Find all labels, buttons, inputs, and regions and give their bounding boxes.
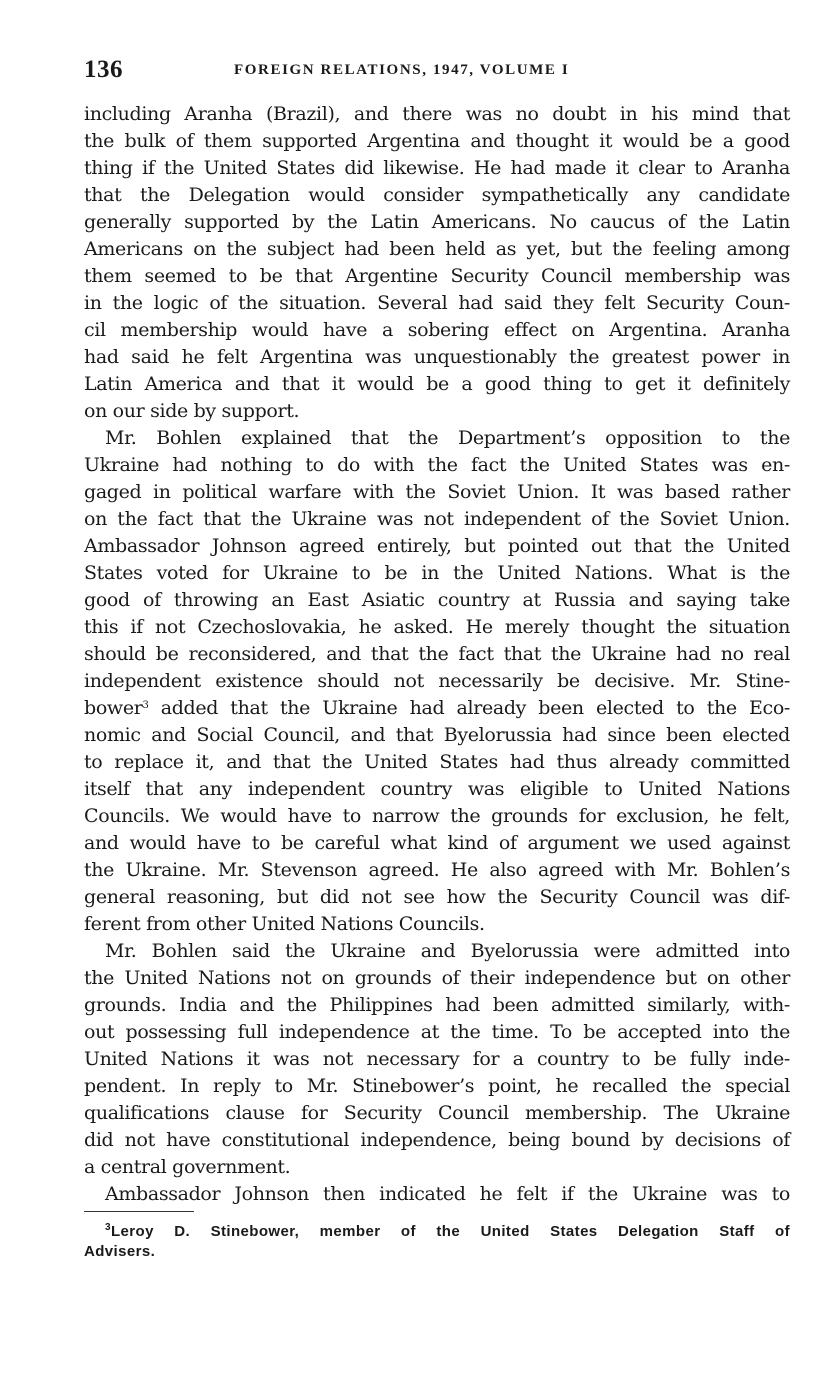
text-line: on the fact that the Ukraine was not independent of the Soviet Union. — [84, 508, 790, 530]
text-line: United Nations it was not necessary for a country to be fully inde- — [84, 1048, 790, 1070]
footnote-reference: 3 — [142, 700, 149, 711]
footnote-line — [84, 1222, 790, 1242]
footnote-marker: 3 — [105, 1222, 111, 1233]
text-line: Ukraine had nothing to do with the fact the United States was en- — [84, 454, 790, 476]
text-line: Ambassador Johnson agreed entirely, but pointed out that the United — [84, 535, 790, 557]
text-line: States voted for Ukraine to be in the United Nations. What is the — [84, 562, 790, 584]
text-line: out possessing full independence at the time. To be accepted into the — [84, 1021, 790, 1043]
text-line: that the Delegation would consider sympathetically any candidate — [84, 184, 790, 206]
text-line: should be reconsidered, and that the fact that the Ukraine had no real — [84, 643, 790, 665]
text-line: including Aranha (Brazil), and there was no doubt in his mind that — [84, 103, 790, 125]
text-line: itself that any independent country was eligible to United Nations — [84, 778, 790, 800]
text-line: thing if the United States did likewise. He had made it clear to Aranha — [84, 157, 790, 179]
text-line: gaged in political warfare with the Soviet Union. It was based rather — [84, 481, 790, 503]
text-line: Mr. Bohlen explained that the Department’s opposition to the — [105, 427, 790, 449]
text-line: independent existence should not necessarily be decisive. Mr. Stine- — [84, 670, 790, 692]
body-text — [84, 101, 790, 1208]
text-line: in the logic of the situation. Several had said they felt Security Coun- — [84, 292, 790, 314]
text-line: Americans on the subject had been held as yet, but the feeling among — [84, 238, 790, 260]
text-line: cil membership would have a sobering effect on Argentina. Aranha — [84, 319, 790, 341]
page-header — [84, 56, 790, 86]
text-line: ferent from other United Nations Councils. — [84, 913, 485, 935]
text-line: qualifications clause for Security Council membership. The Ukraine — [84, 1102, 790, 1124]
running-head: FOREIGN RELATIONS, 1947, VOLUME I — [234, 62, 570, 78]
text-line: had said he felt Argentina was unquestionably the greatest power in — [84, 346, 790, 368]
text-line: did not have constitutional independence, being bound by decisions of — [84, 1129, 790, 1151]
text-line: a central government. — [84, 1156, 291, 1178]
text-line: Mr. Bohlen said the Ukraine and Byelorussia were admitted into — [105, 940, 790, 962]
text-line: generally supported by the Latin Americans. No caucus of the Latin — [84, 211, 790, 233]
text-line: and would have to be careful what kind of argument we used against — [84, 832, 790, 854]
footnote-divider — [84, 1211, 194, 1212]
footnote-line: Advisers. — [84, 1243, 156, 1260]
footnote — [84, 1222, 790, 1262]
text-line: general reasoning, but did not see how the Security Council was dif- — [84, 886, 790, 908]
text-line: nomic and Social Council, and that Byelorussia had since been elected — [84, 724, 790, 746]
text-line — [84, 695, 790, 722]
text-line: to replace it, and that the United States had thus already committed — [84, 751, 790, 773]
text-line: the bulk of them supported Argentina and thought it would be a good — [84, 130, 790, 152]
footnote-text: Leroy D. Stinebower, member of the United States Delegation Staff of — [110, 1223, 790, 1240]
text-line: Councils. We would have to narrow the grounds for exclusion, he felt, — [84, 805, 790, 827]
text-line: the United Nations not on grounds of their independence but on other — [84, 967, 790, 989]
text-line: them seemed to be that Argentine Security Council membership was — [84, 265, 790, 287]
text-line: the Ukraine. Mr. Stevenson agreed. He also agreed with Mr. Bohlen’s — [84, 859, 790, 881]
text-fragment: added that the Ukraine had already been elected to the Eco- — [160, 697, 790, 719]
text-line: good of throwing an East Asiatic country at Russia and saying take — [84, 589, 790, 611]
text-line: Ambassador Johnson then indicated he felt if the Ukraine was to — [105, 1183, 790, 1205]
text-line: grounds. India and the Philippines had been admitted similarly, with- — [84, 994, 790, 1016]
text-line: on our side by support. — [84, 400, 300, 422]
text-line: pendent. In reply to Mr. Stinebower’s point, he recalled the special — [84, 1075, 790, 1097]
text-fragment: bower — [84, 697, 143, 719]
page-number: 136 — [84, 56, 123, 83]
text-line: this if not Czechoslovakia, he asked. He merely thought the situation — [84, 616, 790, 638]
text-line: Latin America and that it would be a good thing to get it definitely — [84, 373, 790, 395]
